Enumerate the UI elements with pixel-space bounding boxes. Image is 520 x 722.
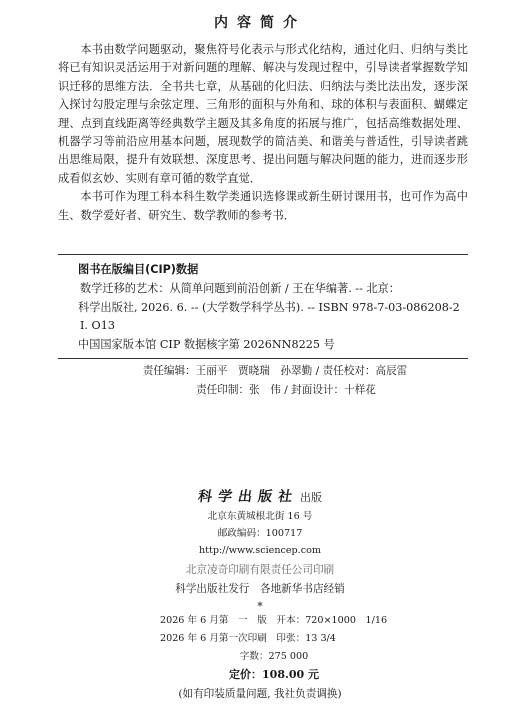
separator-star: *: [257, 600, 263, 613]
divider-top: [58, 254, 468, 255]
publisher-postcode: 邮政编码：100717: [217, 528, 303, 539]
publisher-address: 北京东黄城根北街 16 号: [207, 511, 313, 522]
distribution-info: 科学出版社发行 各地新华书店经销: [175, 583, 345, 595]
printing-info: 2026 年 6 月第一次印刷 印张：13 3/4: [160, 633, 336, 644]
production-credits-line: 责任印制：张 伟 / 封面设计：十样花: [196, 383, 376, 396]
content-summary: [58, 41, 468, 225]
publisher-block: [0, 487, 520, 615]
word-count: 字数：275 000: [239, 651, 309, 662]
publisher-logo-suffix: 出版: [300, 491, 322, 504]
cip-heading: 图书在版编目(CIP)数据: [78, 263, 199, 276]
page-title: 内容简介: [214, 15, 306, 31]
summary-paragraph: 本书可作为理工科本科生数学类通识选修课或新生研讨课用书，也可作为高中生、数学爱好者、研究生、数学教师的参考书．: [58, 190, 468, 222]
editor-credits-line: 责任编辑：王丽平 贾晓瑞 孙翠勤 / 责任校对：高辰雷: [142, 365, 408, 377]
quality-note: (如有印装质量问题, 我社负责调换): [178, 688, 342, 700]
summary-paragraph: 本书由数学问题驱动，聚焦符号化表示与形式化结构，通过化归、归纳与类比将已有知识灵活运用于对新问题的理解、解决与发现过程中，引导读者掌握数学知识迁移的思维方法．全书共七章，从基础的化归法、归纳法与类比法出发，逐步深入探讨勾股定理与余弦定理、三角形的面积与外角和、球的体积与表面积、蝴蝶定理、点到直线距离等经典数学主题及其多角度的拓展与推广，包括高维数据处理、机器学习等前沿应用基本问题，展现数学的简洁美、和谐美与普适性，引导读者跳出思维局限，提升有效联想、深度思考、提出问题与解决问题的能力，进而逐步形成看似玄妙、实则有章可循的数学直觉．: [58, 43, 468, 185]
cip-line: 科学出版社, 2026. 6. -- (大学数学科学丛书). -- ISBN 978-7-03-086208-2: [78, 300, 460, 314]
cip-line: Ⅰ. O13: [80, 319, 115, 333]
publisher-logo: 科学出版社: [196, 489, 300, 505]
cip-line: 中国国家版本馆 CIP 数据核字第 2026NN8225 号: [78, 337, 335, 351]
cip-line: 数学迁移的艺术：从简单问题到前沿创新 / 王在华编著. -- 北京：: [80, 282, 400, 295]
printer-info: 北京凌奇印刷有限责任公司印刷: [185, 564, 335, 576]
publisher-website: http://www.sciencep.com: [199, 545, 321, 556]
editor-credits: [0, 362, 520, 399]
divider-bottom: [58, 358, 468, 359]
price: 定价：108.00 元: [229, 668, 319, 681]
cip-block: [78, 260, 473, 354]
edition-info: 2026 年 6 月第 一 版 开本：720×1000 1/16: [160, 615, 388, 626]
